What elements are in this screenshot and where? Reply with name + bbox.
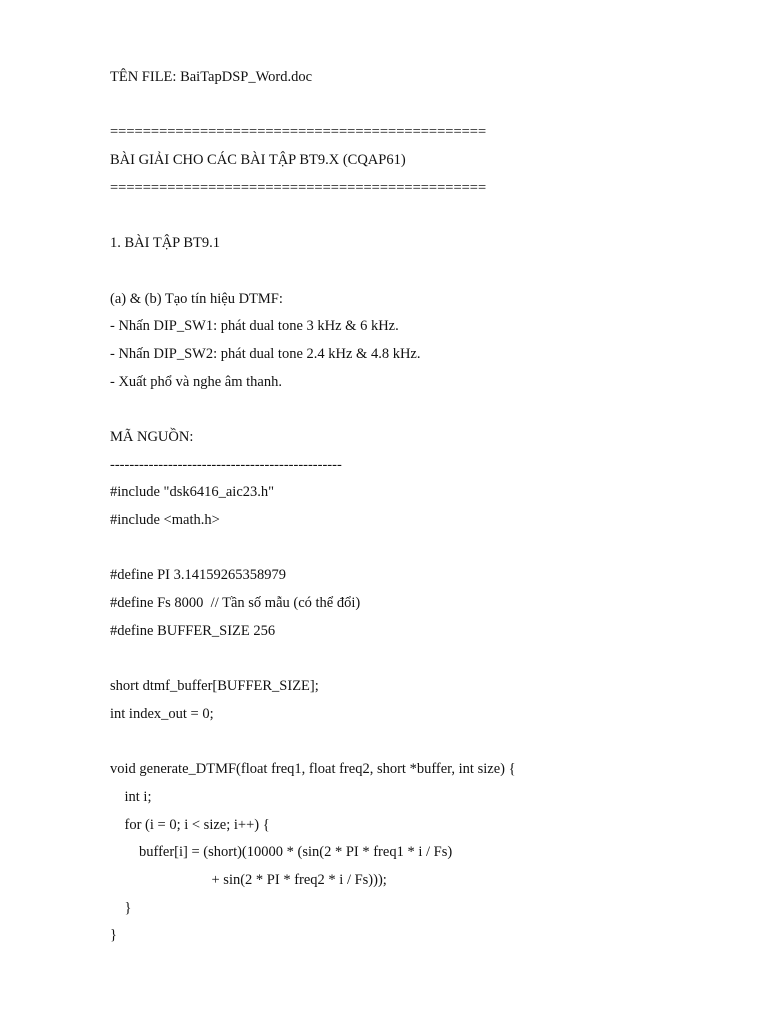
blank-line	[110, 396, 730, 424]
code-line: #include <math.h>	[110, 512, 220, 528]
code-line: }	[110, 927, 117, 944]
task-bullet: - Nhấn DIP_SW1: phát dual tone 3 kHz & 6 kHz.	[110, 318, 399, 335]
blank-line	[110, 92, 730, 120]
code-line: int index_out = 0;	[110, 705, 214, 722]
code-line: void generate_DTMF(float freq1, float freq2, short *buffer, int size) {	[110, 761, 516, 778]
code-line: }	[110, 899, 132, 916]
code-line: int i;	[110, 788, 152, 805]
separator-line: ==============================================	[110, 124, 487, 141]
code-line: #define BUFFER_SIZE 256	[110, 622, 276, 639]
code-line: for (i = 0; i < size; i++) {	[110, 816, 270, 833]
separator-line: ==============================================	[110, 179, 487, 196]
blank-line	[110, 258, 730, 286]
code-line: short dtmf_buffer[BUFFER_SIZE];	[110, 678, 319, 695]
task-description: (a) & (b) Tạo tín hiệu DTMF:	[110, 290, 283, 307]
dash-separator: ------------------------------------------------	[110, 456, 342, 473]
code-line: #define PI 3.14159265358979	[110, 567, 286, 584]
code-line: + sin(2 * PI * freq2 * i / Fs)));	[110, 871, 387, 888]
blank-line	[110, 202, 730, 230]
file-name-line: TÊN FILE: BaiTapDSP_Word.doc	[110, 69, 313, 85]
document-body	[110, 64, 730, 950]
blank-line	[110, 535, 730, 563]
code-line: #define Fs 8000 // Tần số mẫu (có thể đổi)	[110, 595, 361, 612]
exercise-heading: 1. BÀI TẬP BT9.1	[110, 235, 220, 252]
task-bullet: - Xuất phổ và nghe âm thanh.	[110, 373, 282, 390]
blank-line	[110, 729, 730, 757]
blank-line	[110, 645, 730, 673]
task-bullet: - Nhấn DIP_SW2: phát dual tone 2.4 kHz & 4.8 kHz.	[110, 345, 421, 362]
code-line: buffer[i] = (short)(10000 * (sin(2 * PI * freq1 * i / Fs)	[110, 844, 453, 861]
code-line: #include "dsk6416_aic23.h"	[110, 484, 275, 501]
source-code-heading: MÃ NGUỒN:	[110, 428, 194, 445]
section-title: BÀI GIẢI CHO CÁC BÀI TẬP BT9.X (CQAP61)	[110, 152, 406, 169]
